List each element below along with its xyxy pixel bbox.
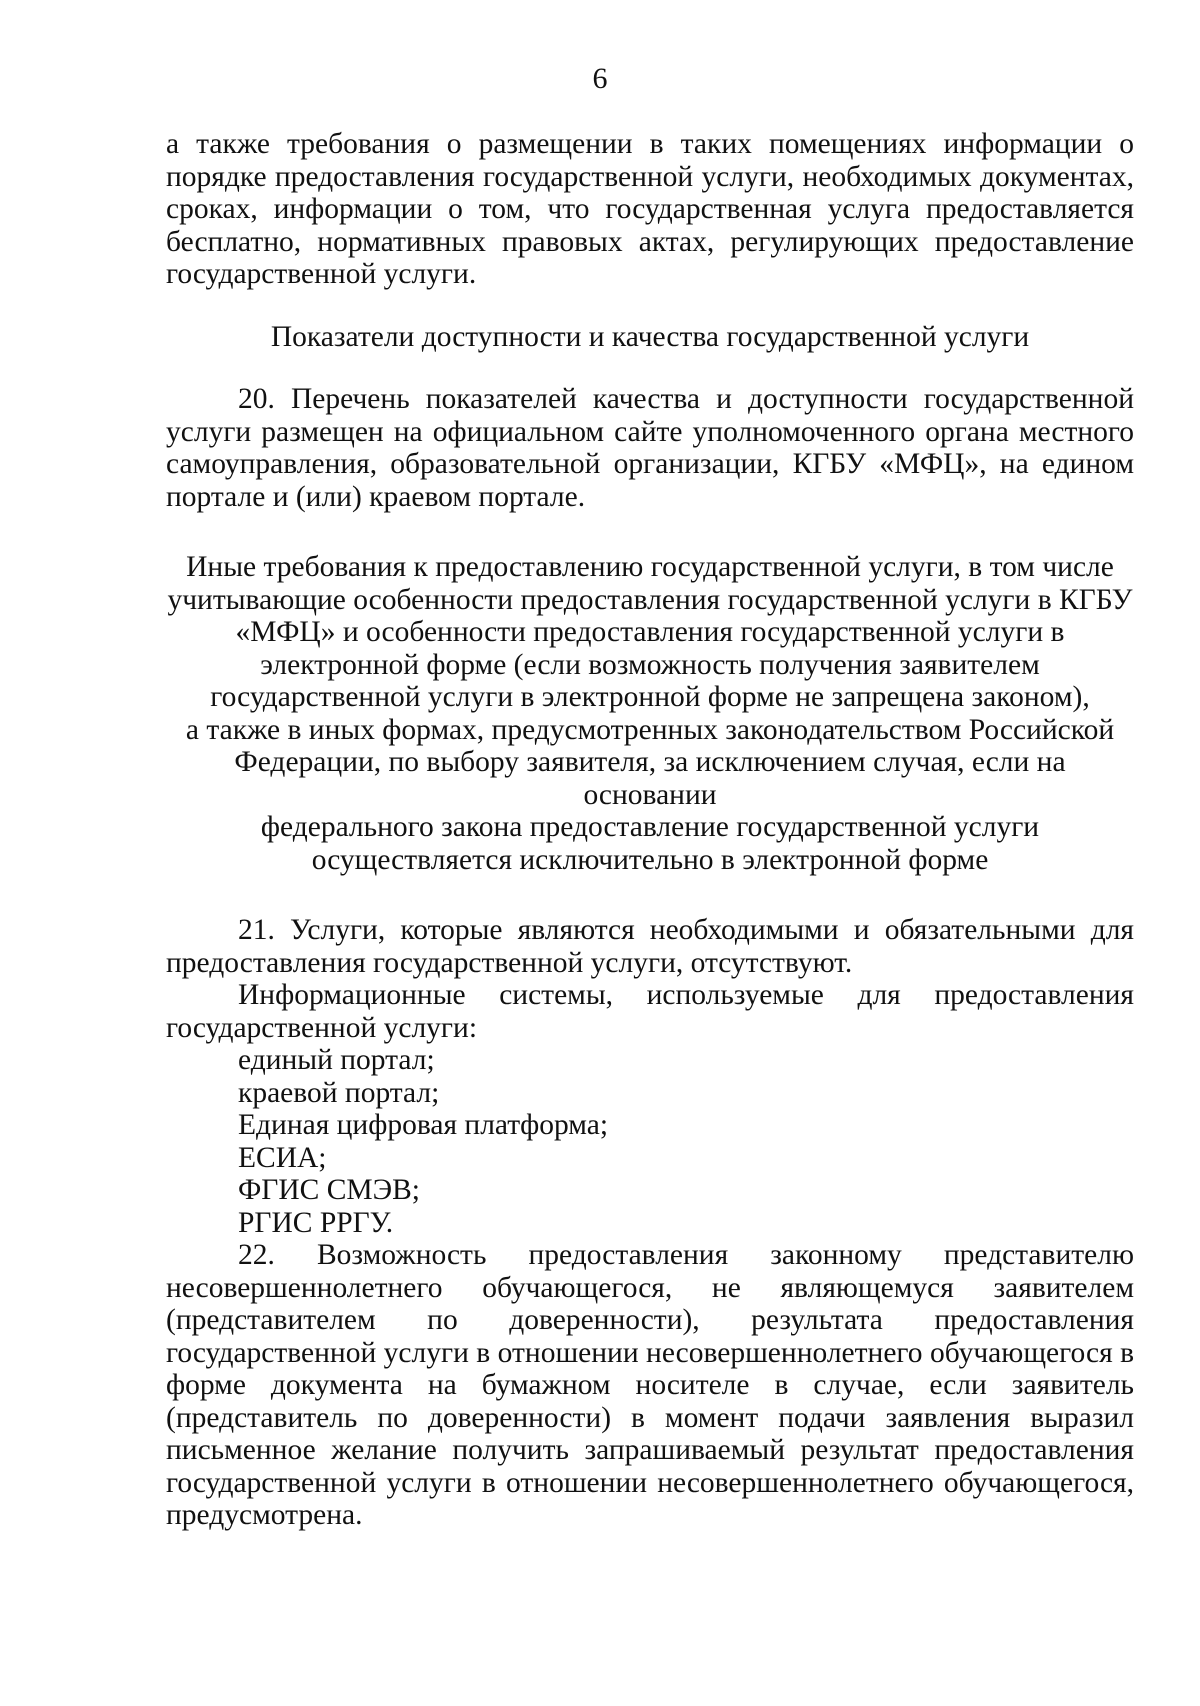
paragraph-21: 21. Услуги, которые являются необходимыми и обязательными для предоставления государственной услуги, отсутствуют. xyxy=(166,914,1134,979)
section-heading-accessibility: Показатели доступности и качества государственной услуги xyxy=(270,320,1030,353)
heading-line: государственной услуги в электронной форме не запрещена законом), xyxy=(210,681,1090,713)
heading-line: а также в иных формах, предусмотренных законодательством Российской xyxy=(185,713,1115,746)
section-heading-other-requirements xyxy=(166,551,1134,876)
info-systems-intro-line2: государственной услуги: xyxy=(166,1011,478,1044)
info-system-item: единый портал; xyxy=(238,1044,435,1076)
info-system-item: ЕСИА; xyxy=(238,1141,327,1174)
page-number: 6 xyxy=(592,62,608,95)
heading-line: «МФЦ» и особенности предоставления государственной услуги в xyxy=(235,616,1065,648)
heading-line: Иные требования к предоставлению государственной услуги, в том числе xyxy=(186,551,1114,583)
intro-paragraph: а также требования о размещении в таких помещениях информации о порядке предоставления государственной услуги, необходимых документах, сроках, информации о том, что государственная услуга предоставляется бесплатно, нормативных правовых актах, регулирующих предоставление государственной услуги. xyxy=(166,128,1134,290)
heading-line: электронной форме (если возможность получения заявителем xyxy=(260,648,1040,681)
heading-line: Федерации, по выбору заявителя, за исключением случая, если на основании xyxy=(234,746,1066,811)
info-systems-intro-line1: Информационные системы, используемые для предоставления xyxy=(238,979,1134,1011)
heading-line: учитывающие особенности предоставления государственной услуги в КГБУ xyxy=(167,583,1133,616)
paragraph-20: 20. Перечень показателей качества и доступности государственной услуги размещен на официальном сайте уполномоченного органа местного самоуправления, образовательной организации, КГБУ «МФЦ», на едином портале и (или) краевом портале. xyxy=(166,383,1134,513)
paragraph-22: 22. Возможность предоставления законному представителю несовершеннолетнего обучающегося, не являющемуся заявителем (представителем по доверенности), результата предоставления государственной услуги в отношении несовершеннолетнего обучающегося в форме документа на бумажном носителе в случае, если заявитель (представитель по доверенности) в момент подачи заявления выразил письменное желание получить запрашиваемый результат предоставления государственной услуги в отношении несовершеннолетнего обучающегося, предусмотрена. xyxy=(166,1239,1134,1531)
info-system-item: РГИС РРГУ. xyxy=(238,1206,394,1239)
heading-line: осуществляется исключительно в электронной форме xyxy=(311,843,989,876)
info-system-item: Единая цифровая платформа; xyxy=(238,1109,609,1141)
heading-line: федерального закона предоставление государственной услуги xyxy=(260,811,1040,843)
document-body xyxy=(166,128,1134,1532)
info-system-item: ФГИС СМЭВ; xyxy=(238,1174,420,1206)
info-system-item: краевой портал; xyxy=(238,1076,440,1109)
